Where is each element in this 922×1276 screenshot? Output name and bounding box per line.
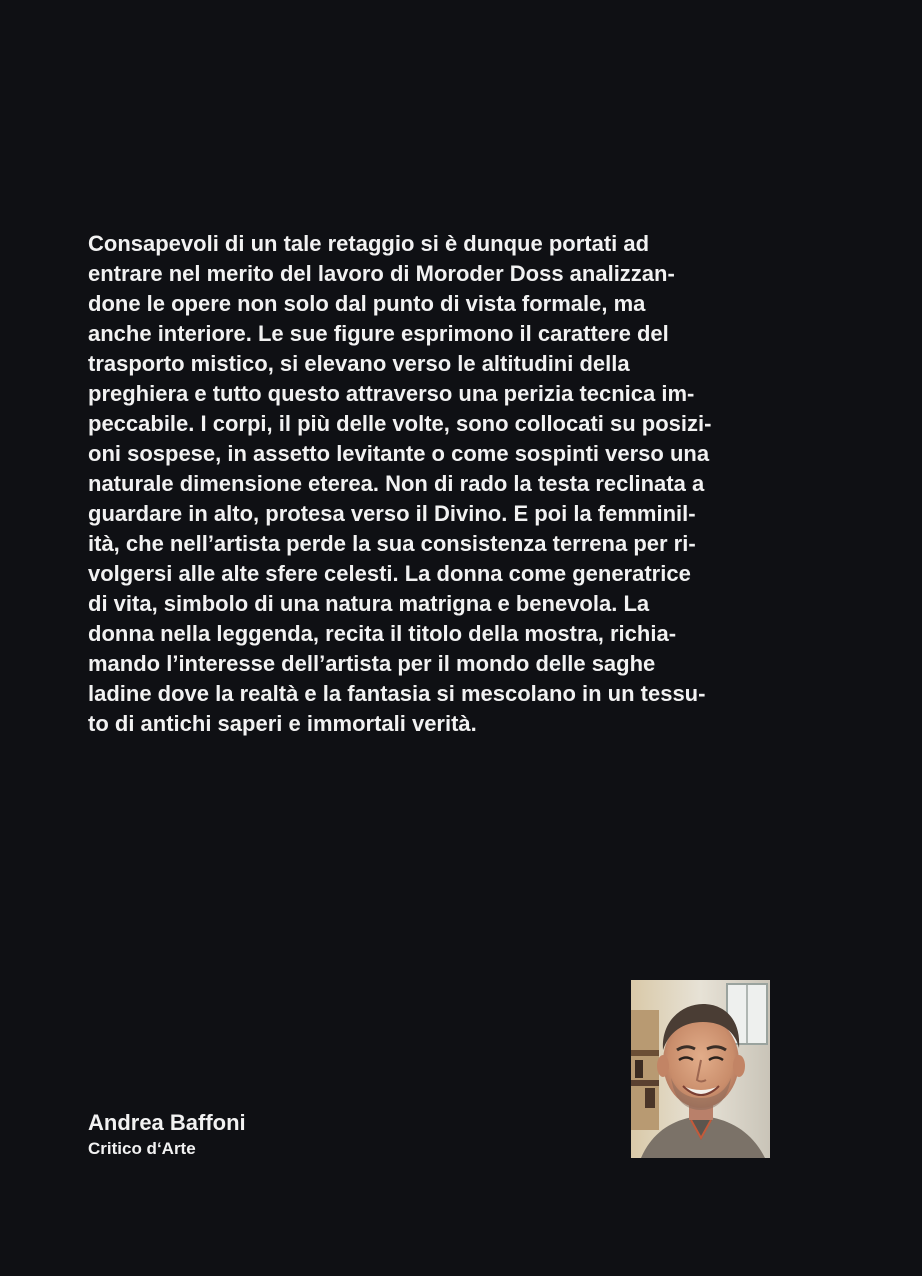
author-portrait-photo (631, 980, 770, 1158)
essay-line: di vita, simbolo di una natura matrigna e benevola. La (88, 591, 650, 616)
essay-line: volgersi alle alte sfere celesti. La donna come generatrice (88, 561, 691, 586)
essay-line: naturale dimensione eterea. Non di rado la testa reclinata a (88, 471, 705, 496)
essay-line: ità, che nell’artista perde la sua consistenza terrena per ri- (88, 531, 696, 556)
author-role: Critico d‘Arte (88, 1139, 196, 1158)
essay-line: preghiera e tutto questo attraverso una perizia tecnica im- (88, 381, 695, 406)
essay-line: ladine dove la realtà e la fantasia si mescolano in un tessu- (88, 681, 706, 706)
essay-line: Consapevoli di un tale retaggio si è dunque portati ad (88, 231, 650, 256)
author-name: Andrea Baffoni (88, 1110, 246, 1135)
essay-line: entrare nel merito del lavoro di Moroder Doss analizzan- (88, 261, 675, 286)
essay-line: anche interiore. Le sue figure esprimono il carattere del (88, 321, 669, 346)
author-credit (88, 1108, 246, 1160)
essay-line: peccabile. I corpi, il più delle volte, sono collocati su posizi- (88, 411, 712, 436)
essay-line: guardare in alto, protesa verso il Divino. E poi la femminil- (88, 501, 696, 526)
essay-line: trasporto mistico, si elevano verso le altitudini della (88, 351, 630, 376)
essay-line: donna nella leggenda, recita il titolo della mostra, richia- (88, 621, 677, 646)
essay-line: oni sospese, in assetto levitante o come sospinti verso una (88, 441, 710, 466)
essay-line: done le opere non solo dal punto di vista formale, ma (88, 291, 646, 316)
essay-line: to di antichi saperi e immortali verità. (88, 711, 477, 736)
essay-line: mando l’interesse dell’artista per il mondo delle saghe (88, 651, 656, 676)
essay-paragraph (88, 229, 828, 739)
